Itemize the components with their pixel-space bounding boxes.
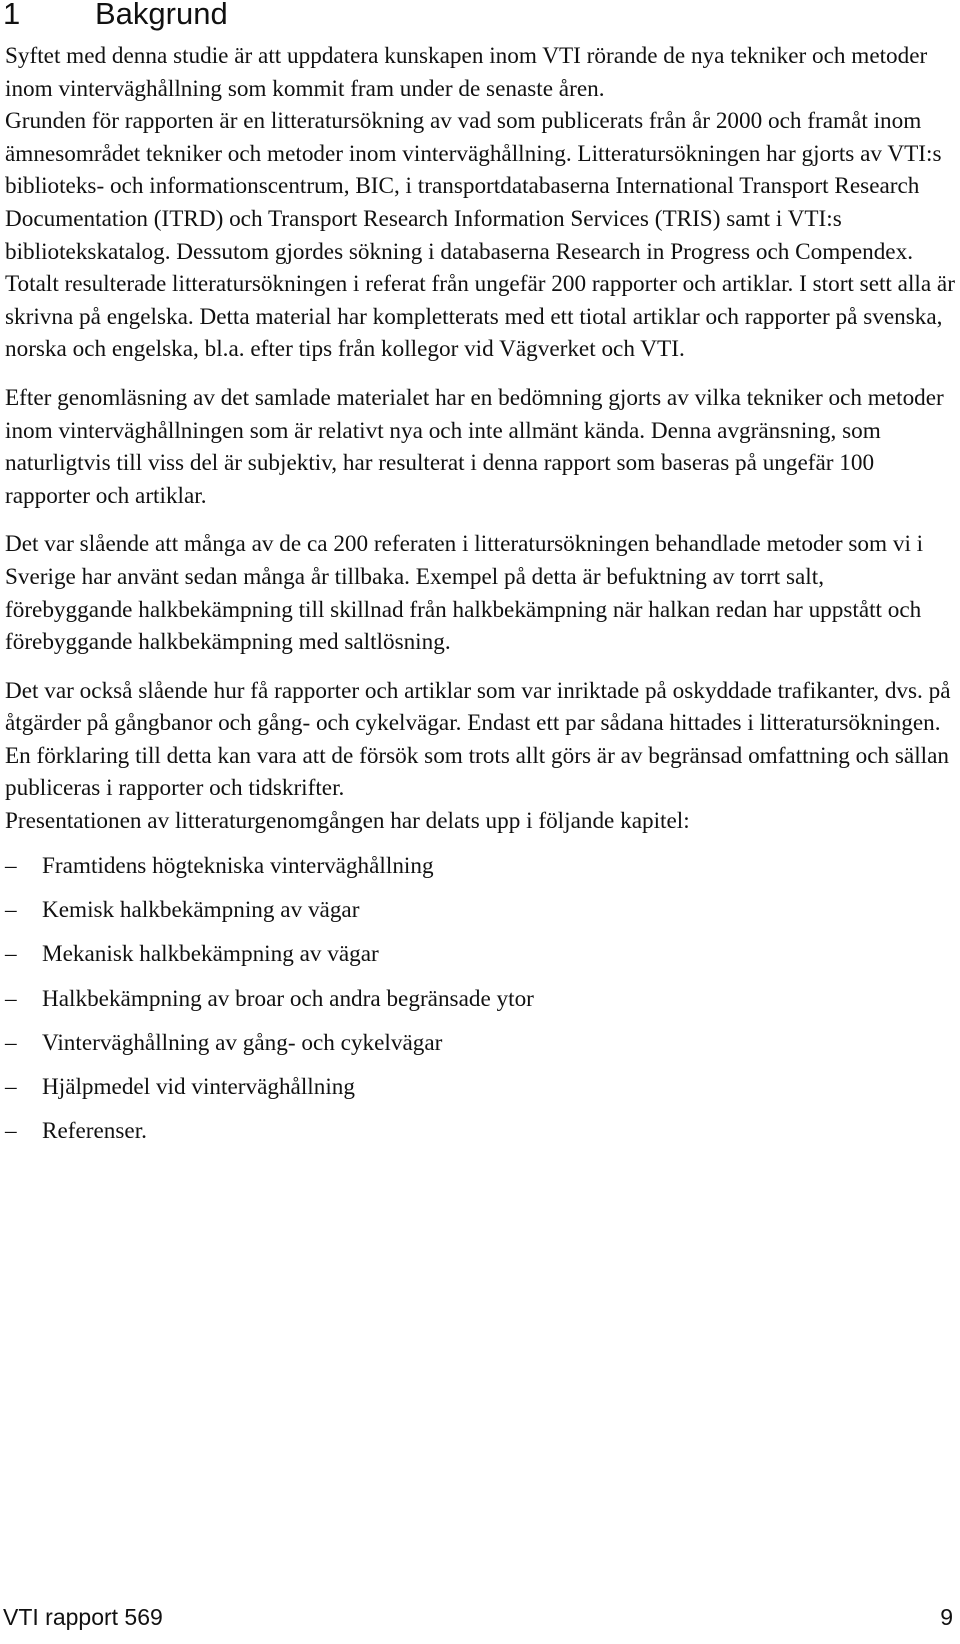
list-item xyxy=(5,894,955,927)
list-item-text: Halkbekämpning av broar och andra begränsade ytor xyxy=(42,985,534,1012)
section-number: 1 xyxy=(3,0,21,31)
list-item xyxy=(5,1027,955,1060)
list-dash: – xyxy=(5,1118,17,1145)
list-dash: – xyxy=(5,985,17,1012)
page-number: 9 xyxy=(940,1604,953,1630)
paragraph-striking-methods: Det var slående att många av de ca 200 referaten i litteratursökningen behandlade metoder som vi i Sverige har använt sedan många år tillbaka. Exempel på detta är befuktning av torrt salt, förebyggande halkbekämpning till skillnad från halkbekämpning när halkan redan har uppstått och förebyggande halkbekämpning med saltlösning. xyxy=(5,531,924,656)
list-item xyxy=(5,850,955,883)
list-item-text: Framtidens högtekniska vinterväghållning xyxy=(42,852,434,879)
list-dash: – xyxy=(5,852,17,879)
list-item-text: Referenser. xyxy=(42,1118,147,1145)
section-title: Bakgrund xyxy=(95,0,228,31)
chapter-list xyxy=(5,850,955,1148)
list-item-text: Kemisk halkbekämpning av vägar xyxy=(42,896,360,923)
paragraph-unprotected-road-users: Det var också slående hur få rapporter och artiklar som var inriktade på oskyddade trafikanter, dvs. på åtgärder på gångbanor och gång- och cykelvägar. Endast ett par sådana hittades i litteratursökningen. En förklaring till detta kan vara att de försök som trots allt görs är av begränsad omfattning och sällan publiceras i rapporter och tidskrifter. xyxy=(5,677,951,802)
list-item-text: Hjälpmedel vid vinterväghållning xyxy=(42,1074,355,1101)
list-item xyxy=(5,983,955,1016)
paragraph-literature-search: Grunden för rapporten är en litteratursökning av vad som publicerats från år 2000 och framåt inom ämnesområdet tekniker och metoder inom vinterväghållning. Litteratursökningen har gjorts av VTI:s biblioteks- och informationscentrum, BIC, i transportdatabaserna International Transport Research Documentation (ITRD) och Transport Research Information Services (TRIS) samt i VTI:s bibliotekskatalog. Dessutom gjordes sökning i databaserna Research in Progress och Compendex. Totalt resulterade litteratursökningen i referat från ungefär 200 rapporter och artiklar. I stort sett alla är skrivna på engelska. Detta material har kompletterats med ett tiotal artiklar och rapporter på svenska, norska och engelska, bl.a. efter tips från kollegor vid Vägverket och VTI. xyxy=(5,108,955,363)
list-item xyxy=(5,1115,955,1148)
list-item xyxy=(5,938,955,971)
list-dash: – xyxy=(5,896,17,923)
list-item-text: Mekanisk halkbekämpning av vägar xyxy=(42,941,379,968)
paragraph-assessment: Efter genomläsning av det samlade materialet har en bedömning gjorts av vilka tekniker och metoder inom vinterväghållningen som är relativt nya och inte allmänt kända. Denna avgränsning, som naturligtvis till viss del är subjektiv, har resulterat i denna rapport som baseras på ungefär 100 rapporter och artiklar. xyxy=(5,384,944,509)
list-dash: – xyxy=(5,1074,17,1101)
paragraph-presentation: Presentationen av litteraturgenomgången har delats upp i följande kapitel: xyxy=(5,808,690,835)
list-dash: – xyxy=(5,941,17,968)
paragraph-purpose: Syftet med denna studie är att uppdatera kunskapen inom VTI rörande de nya tekniker och metoder inom vinterväghållning som kommit fram under de senaste åren. xyxy=(5,43,928,102)
report-name: VTI rapport 569 xyxy=(3,1604,163,1630)
list-item-text: Vinterväghållning av gång- och cykelvägar xyxy=(42,1029,443,1056)
list-dash: – xyxy=(5,1029,17,1056)
section-heading xyxy=(3,0,228,34)
list-item xyxy=(5,1071,955,1104)
body-text xyxy=(5,40,955,1160)
